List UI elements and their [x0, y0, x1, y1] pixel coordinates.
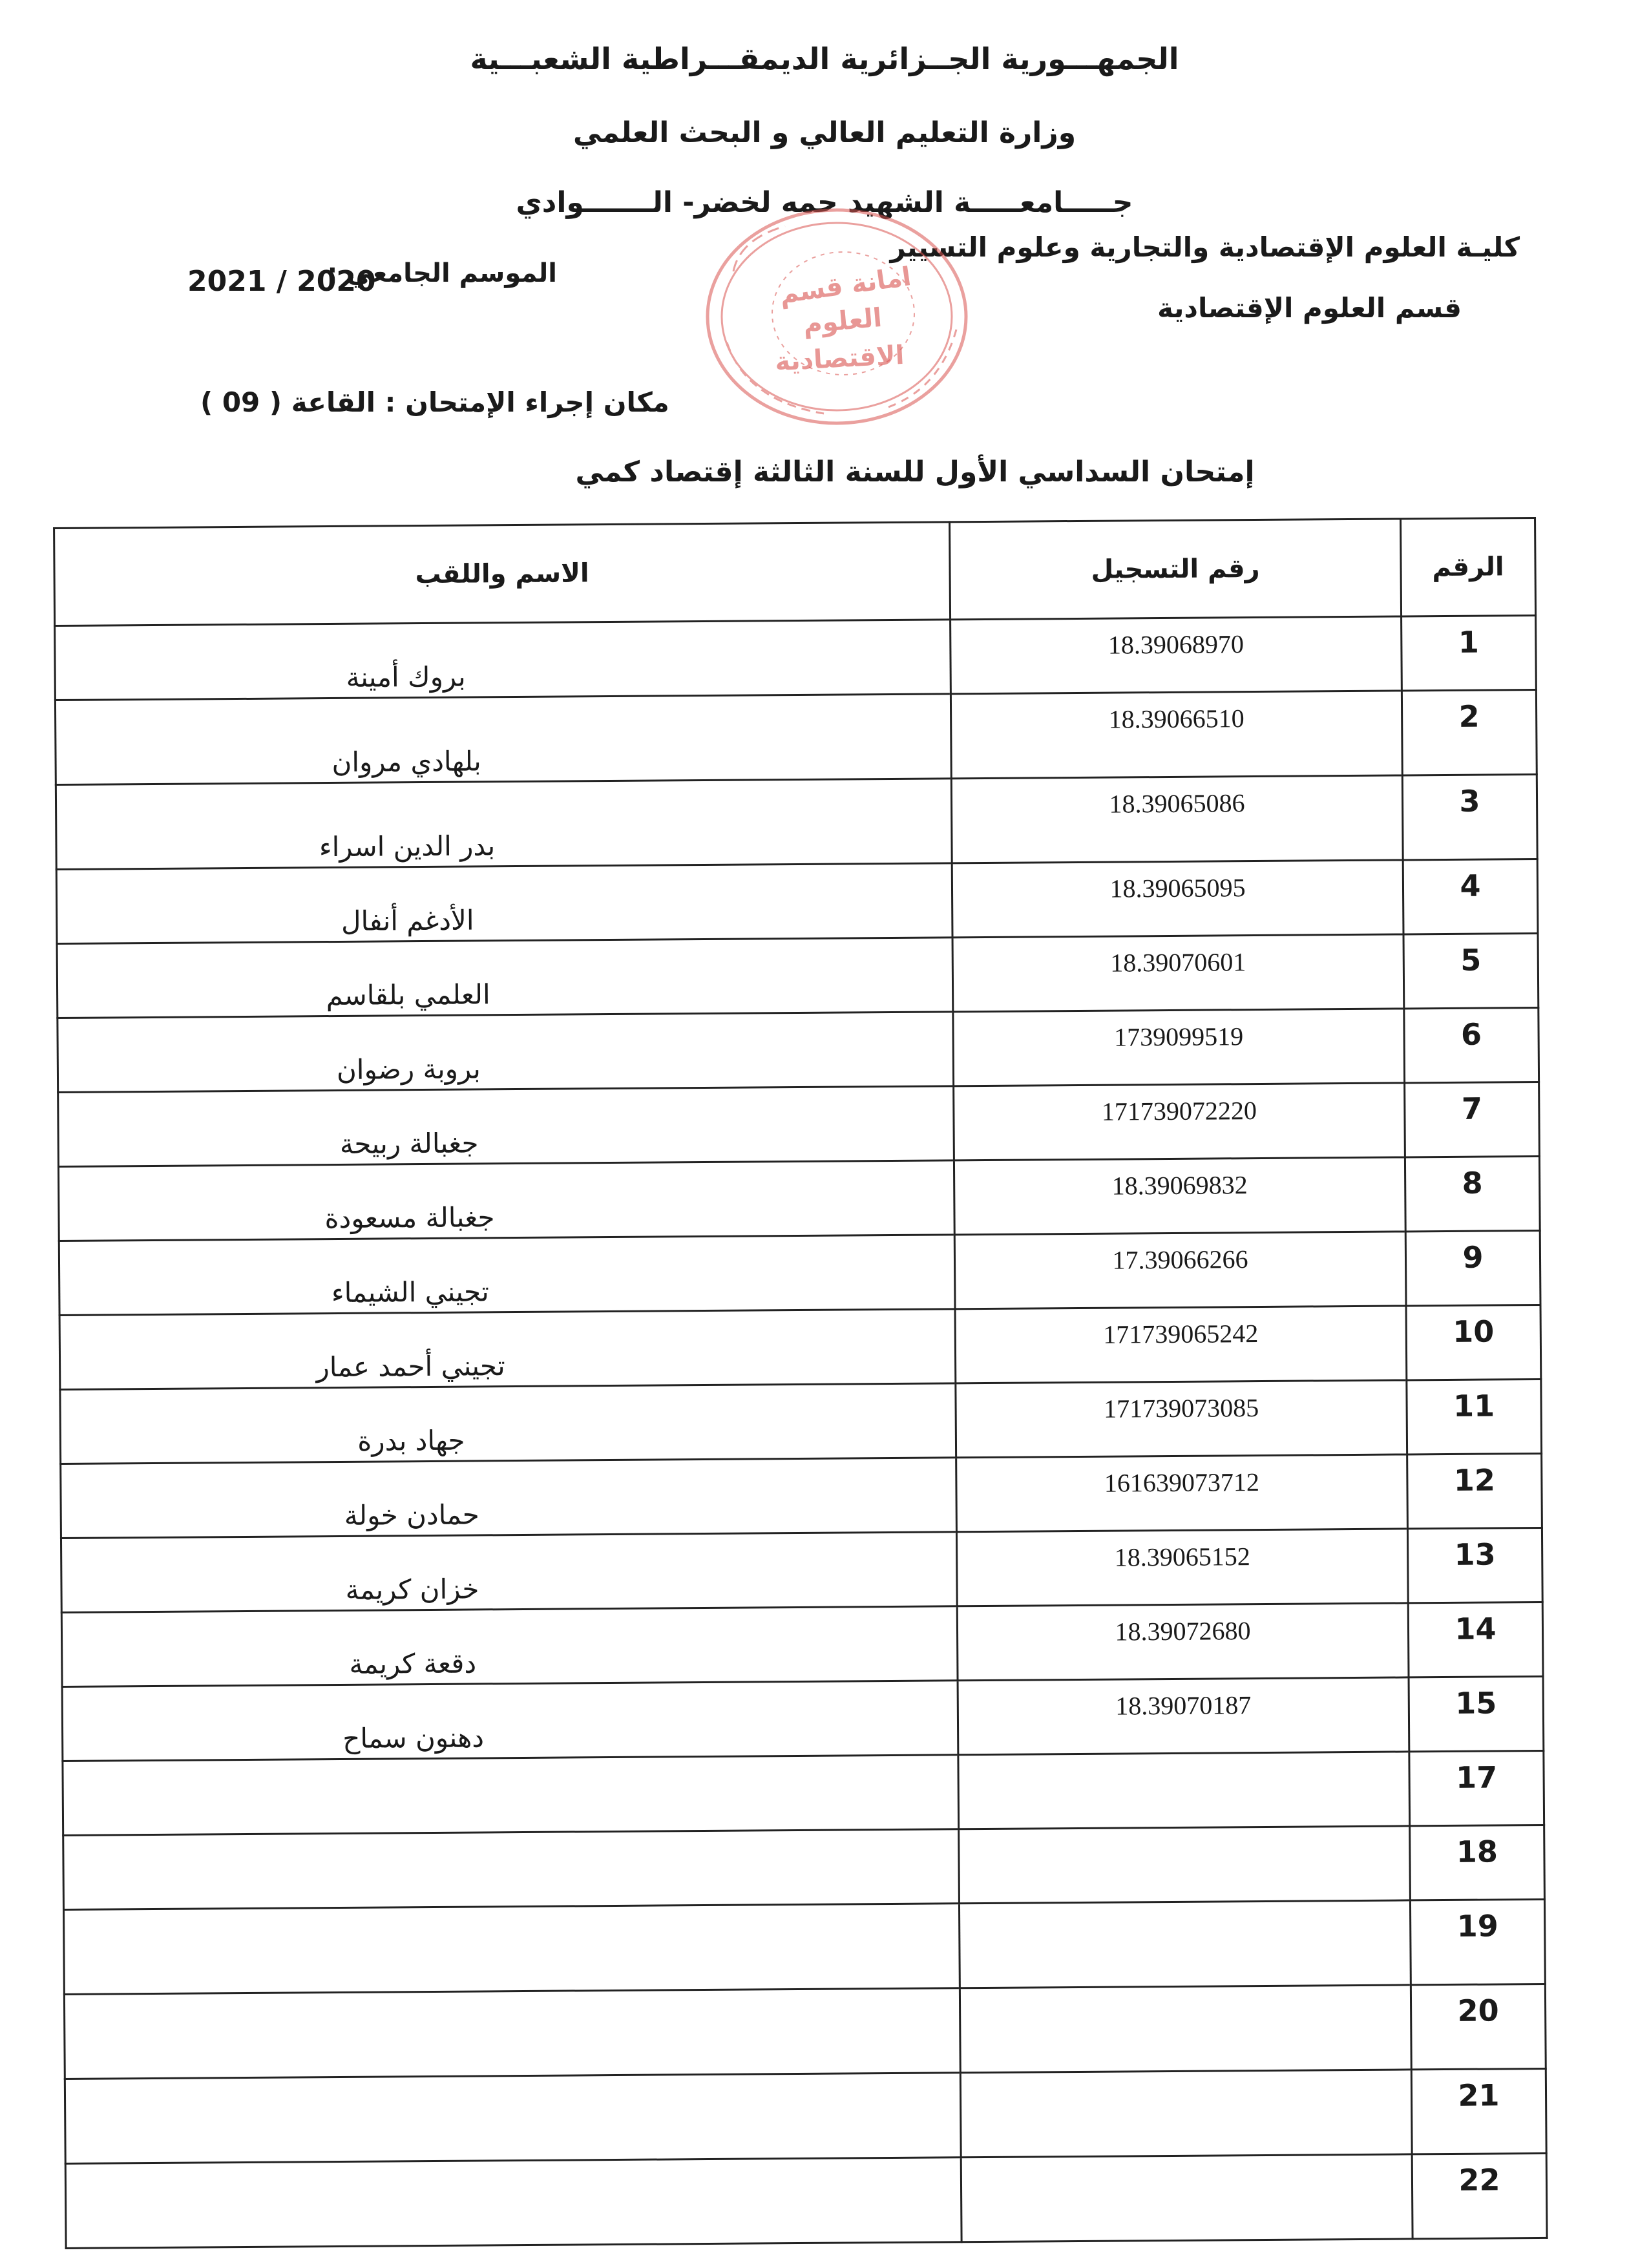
row-number: 7: [1405, 1082, 1540, 1157]
student-name: دهنون سماح: [62, 1681, 958, 1761]
row-number: 9: [1405, 1230, 1540, 1305]
student-name: بروك أمينة: [55, 620, 951, 700]
student-name: دقعة كريمة: [61, 1606, 958, 1687]
registration-number: 171739065242: [955, 1306, 1407, 1383]
registration-number: [959, 1826, 1411, 1904]
header-name: الاسم واللقب: [54, 522, 951, 626]
table-row: [64, 1984, 1546, 2079]
row-number: 15: [1409, 1676, 1544, 1751]
registration-number: [959, 1900, 1411, 1988]
row-number: 4: [1403, 859, 1538, 934]
row-number: 10: [1406, 1305, 1541, 1380]
table-row: [63, 1750, 1544, 1835]
svg-text:الاقتصادية: الاقتصادية: [774, 340, 905, 377]
student-name: [65, 2158, 961, 2249]
registration-number: 18.39068970: [951, 616, 1402, 694]
table-row: [63, 1899, 1545, 1994]
student-name: [63, 1904, 960, 1995]
table-row: [61, 1528, 1542, 1612]
registration-number: 161639073712: [956, 1454, 1408, 1532]
header-registration: رقم التسجيل: [950, 519, 1402, 620]
table-row: [57, 933, 1539, 1018]
table-row: [65, 2068, 1546, 2163]
registration-number: 18.39070601: [952, 934, 1404, 1012]
registration-number: 18.39065152: [956, 1529, 1408, 1606]
student-name: جغبالة ربيحة: [58, 1086, 954, 1167]
row-number: 6: [1404, 1007, 1539, 1082]
table-row: [56, 775, 1537, 870]
student-name: تجيني الشيماء: [59, 1235, 955, 1316]
row-number: 2: [1402, 690, 1537, 775]
registration-number: 171739073085: [956, 1380, 1407, 1458]
table-row: [59, 1230, 1540, 1315]
row-number: 13: [1407, 1528, 1542, 1602]
registration-number: 171739072220: [954, 1083, 1405, 1160]
department-stamp: [695, 200, 979, 433]
student-name: [64, 1988, 960, 2079]
student-name: جغبالة مسعودة: [58, 1160, 954, 1241]
row-number: 17: [1409, 1750, 1544, 1825]
registration-number: 18.39065086: [951, 775, 1403, 863]
table-row: [60, 1379, 1542, 1464]
row-number: 19: [1410, 1899, 1545, 1984]
student-name: خزان كريمة: [61, 1532, 957, 1613]
row-number: 8: [1405, 1156, 1540, 1231]
registration-number: 18.39065095: [952, 860, 1403, 938]
student-name: بدر الدين اسراء: [56, 779, 952, 870]
table-row: [63, 1825, 1545, 1909]
ministry-title: وزارة التعليم العالي و البحث العلمي: [572, 116, 1077, 149]
student-name: [63, 1755, 959, 1836]
table-row: [62, 1676, 1544, 1761]
registration-number: 1739099519: [953, 1009, 1405, 1086]
table-row: [61, 1453, 1542, 1538]
row-number: 1: [1402, 616, 1537, 691]
table-row: [65, 2153, 1547, 2248]
table-row: [61, 1602, 1543, 1686]
registration-number: [960, 1985, 1411, 2073]
student-name: بلهادي مروان: [55, 694, 951, 785]
student-name: حمادن خولة: [61, 1458, 957, 1538]
student-name: [63, 1829, 960, 1910]
student-name: بروبة رضوان: [58, 1012, 954, 1093]
student-name: تجيني أحمد عمار: [59, 1309, 956, 1390]
registration-number: [961, 2154, 1413, 2242]
table-header-row: [54, 518, 1536, 626]
registration-number: [958, 1752, 1410, 1829]
registration-number: 17.39066266: [954, 1232, 1406, 1309]
registration-number: 18.39066510: [951, 691, 1402, 779]
table-row: [58, 1082, 1540, 1166]
registration-number: 18.39069832: [954, 1157, 1405, 1235]
row-number: 20: [1411, 1984, 1546, 2069]
row-number: 22: [1412, 2153, 1547, 2238]
exam-title: إمتحان السداسي الأول للسنة الثالثة إقتصاد كمي: [575, 456, 1255, 488]
row-number: 18: [1410, 1825, 1545, 1900]
header-number: الرقم: [1401, 518, 1536, 616]
registration-number: 18.39070187: [958, 1677, 1409, 1755]
table-row: [59, 1305, 1541, 1389]
row-number: 21: [1411, 2068, 1546, 2154]
student-name: الأدغم أنفال: [56, 863, 952, 944]
department-title: قسم العلوم الإقتصادية: [1157, 292, 1462, 324]
exam-venue: مكان إجراء الإمتحان : القاعة ( 09 ): [200, 386, 669, 418]
republic-title: الجمهـــورية الجــزائرية الديمقـــراطية الشعبـــية: [470, 41, 1179, 76]
row-number: 5: [1403, 933, 1539, 1008]
table-row: [56, 859, 1538, 943]
table-row: [58, 1007, 1539, 1092]
svg-text:العلوم: العلوم: [802, 302, 883, 340]
registration-number: [960, 2070, 1412, 2158]
season-label: الموسم الجامعي :: [327, 258, 557, 288]
row-number: 14: [1408, 1602, 1543, 1677]
student-name: جهاد بدرة: [60, 1383, 956, 1464]
table-row: [58, 1156, 1540, 1241]
row-number: 12: [1407, 1453, 1542, 1528]
row-number: 3: [1402, 775, 1537, 860]
table-row: [55, 690, 1537, 785]
university-title: جـــــامعـــــة الشهيد حمه لخضر- الـــــــوادي: [516, 186, 1133, 219]
row-number: 11: [1407, 1379, 1542, 1454]
registration-number: 18.39072680: [957, 1603, 1409, 1681]
table-row: [55, 616, 1537, 700]
student-name: العلمي بلقاسم: [57, 938, 953, 1018]
svg-text:امانة قسم: امانة قسم: [777, 262, 913, 310]
season-value: 2021 / 2020: [187, 265, 376, 298]
student-name: [65, 2073, 961, 2164]
student-list-table: [53, 517, 1548, 2249]
faculty-title: كليـة العلوم الإقتصادية والتجارية وعلوم التسيير: [890, 231, 1520, 263]
